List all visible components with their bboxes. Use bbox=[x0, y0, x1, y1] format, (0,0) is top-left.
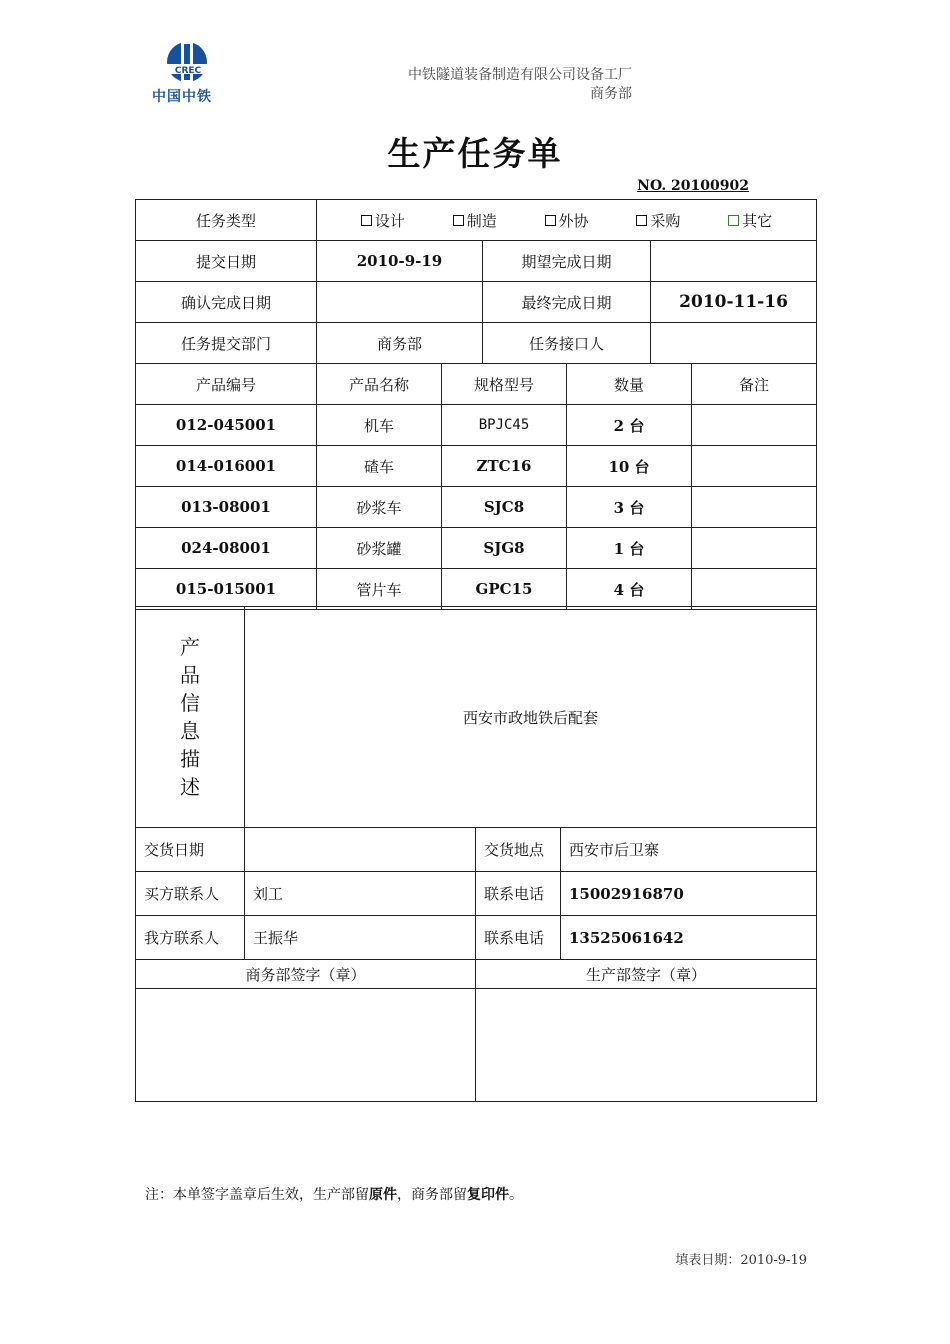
production-signature-box[interactable] bbox=[476, 989, 817, 1102]
note-original-copy: 原件 bbox=[369, 1187, 397, 1203]
product-remark[interactable] bbox=[692, 405, 817, 446]
checkbox-icon[interactable] bbox=[361, 215, 372, 226]
delivery-row bbox=[136, 828, 817, 872]
task-type-outsource[interactable]: 外协 bbox=[545, 210, 589, 231]
checkbox-icon[interactable] bbox=[728, 215, 739, 226]
product-no[interactable]: 014-016001 bbox=[136, 446, 317, 487]
description-text[interactable]: 西安市政地铁后配套 bbox=[245, 607, 817, 828]
task-type-design[interactable]: 设计 bbox=[361, 210, 405, 231]
note-photocopy: 复印件 bbox=[467, 1187, 509, 1203]
checkbox-icon[interactable] bbox=[453, 215, 464, 226]
department-name: 商务部 bbox=[590, 86, 632, 102]
description-row bbox=[136, 607, 817, 828]
business-signature-label: 商务部签字（章） bbox=[136, 960, 476, 989]
our-contact-label: 我方联系人 bbox=[136, 916, 245, 960]
table-row bbox=[136, 569, 817, 610]
table-row bbox=[136, 446, 817, 487]
confirm-date-value[interactable] bbox=[317, 282, 483, 323]
our-contact-value[interactable]: 王振华 bbox=[245, 916, 476, 960]
task-type-label: 任务类型 bbox=[136, 200, 317, 241]
delivery-date-value[interactable] bbox=[245, 828, 476, 872]
buyer-contact-value[interactable]: 刘工 bbox=[245, 872, 476, 916]
task-type-purchase[interactable]: 采购 bbox=[636, 210, 680, 231]
buyer-contact-row bbox=[136, 872, 817, 916]
our-phone-label: 联系电话 bbox=[476, 916, 561, 960]
product-name[interactable]: 砂浆车 bbox=[317, 487, 442, 528]
col-header-spec: 规格型号 bbox=[442, 364, 567, 405]
checkbox-icon[interactable] bbox=[636, 215, 647, 226]
delivery-place-value[interactable]: 西安市后卫寨 bbox=[561, 828, 817, 872]
product-quantity[interactable]: 4 台 bbox=[567, 569, 692, 610]
task-type-options bbox=[317, 200, 817, 241]
checkbox-icon[interactable] bbox=[545, 215, 556, 226]
signature-box-row bbox=[136, 989, 817, 1102]
submit-date-value[interactable]: 2010-9-19 bbox=[317, 241, 483, 282]
task-type-row bbox=[136, 200, 817, 241]
our-phone-value[interactable]: 13525061642 bbox=[561, 916, 817, 960]
product-no[interactable]: 024-08001 bbox=[136, 528, 317, 569]
description-label-text: 产品信息描述 bbox=[180, 635, 200, 799]
product-name[interactable]: 管片车 bbox=[317, 569, 442, 610]
delivery-date-label: 交货日期 bbox=[136, 828, 245, 872]
confirm-date-label: 确认完成日期 bbox=[136, 282, 317, 323]
delivery-place-label: 交货地点 bbox=[476, 828, 561, 872]
table-row bbox=[136, 528, 817, 569]
product-remark[interactable] bbox=[692, 569, 817, 610]
product-name[interactable]: 碴车 bbox=[317, 446, 442, 487]
product-remark[interactable] bbox=[692, 446, 817, 487]
final-date-label: 最终完成日期 bbox=[483, 282, 651, 323]
buyer-phone-value[interactable]: 15002916870 bbox=[561, 872, 817, 916]
task-type-other[interactable]: 其它 bbox=[728, 210, 772, 231]
col-header-product-name: 产品名称 bbox=[317, 364, 442, 405]
interface-person-label: 任务接口人 bbox=[483, 323, 651, 364]
logo-emblem-text: CREC bbox=[174, 66, 202, 76]
submit-dept-value[interactable]: 商务部 bbox=[317, 323, 483, 364]
submit-dept-label: 任务提交部门 bbox=[136, 323, 317, 364]
expected-date-label: 期望完成日期 bbox=[483, 241, 651, 282]
product-no[interactable]: 012-045001 bbox=[136, 405, 317, 446]
production-signature-label: 生产部签字（章） bbox=[476, 960, 817, 989]
submit-date-label: 提交日期 bbox=[136, 241, 317, 282]
col-header-product-no: 产品编号 bbox=[136, 364, 317, 405]
our-contact-row bbox=[136, 916, 817, 960]
confirm-date-row bbox=[136, 282, 817, 323]
signature-header-row bbox=[136, 960, 817, 989]
product-remark[interactable] bbox=[692, 528, 817, 569]
footer-note: 注：本单签字盖章后生效，生产部留原件，商务部留复印件。 bbox=[145, 1187, 523, 1203]
buyer-contact-label: 买方联系人 bbox=[136, 872, 245, 916]
submit-date-row bbox=[136, 241, 817, 282]
product-quantity[interactable]: 3 台 bbox=[567, 487, 692, 528]
page-title: 生产任务单 bbox=[387, 134, 563, 173]
col-header-remark: 备注 bbox=[692, 364, 817, 405]
task-info-table bbox=[135, 199, 817, 610]
product-spec[interactable]: GPC15 bbox=[442, 569, 567, 610]
product-header-row bbox=[136, 364, 817, 405]
product-spec[interactable]: ZTC16 bbox=[442, 446, 567, 487]
product-no[interactable]: 015-015001 bbox=[136, 569, 317, 610]
company-name: 中铁隧道装备制造有限公司设备工厂 bbox=[408, 67, 632, 83]
product-spec[interactable]: SJG8 bbox=[442, 528, 567, 569]
product-quantity[interactable]: 2 台 bbox=[567, 405, 692, 446]
department-row bbox=[136, 323, 817, 364]
product-quantity[interactable]: 10 台 bbox=[567, 446, 692, 487]
product-name[interactable]: 机车 bbox=[317, 405, 442, 446]
product-name[interactable]: 砂浆罐 bbox=[317, 528, 442, 569]
task-type-manufacture[interactable]: 制造 bbox=[453, 210, 497, 231]
description-label bbox=[136, 607, 245, 828]
business-signature-box[interactable] bbox=[136, 989, 476, 1102]
table-row bbox=[136, 487, 817, 528]
col-header-quantity: 数量 bbox=[567, 364, 692, 405]
document-number: NO. 20100902 bbox=[637, 178, 749, 194]
fill-date: 填表日期：2010-9-19 bbox=[675, 1253, 807, 1268]
final-date-value[interactable]: 2010-11-16 bbox=[651, 282, 817, 323]
interface-person-value[interactable] bbox=[651, 323, 817, 364]
logo-text: 中国中铁 bbox=[152, 89, 212, 105]
buyer-phone-label: 联系电话 bbox=[476, 872, 561, 916]
product-spec[interactable]: SJC8 bbox=[442, 487, 567, 528]
expected-date-value[interactable] bbox=[651, 241, 817, 282]
company-header bbox=[408, 66, 632, 104]
product-spec[interactable]: BPJC45 bbox=[442, 405, 567, 446]
product-quantity[interactable]: 1 台 bbox=[567, 528, 692, 569]
product-remark[interactable] bbox=[692, 487, 817, 528]
table-row bbox=[136, 405, 817, 446]
delivery-info-table bbox=[135, 606, 817, 1102]
product-no[interactable]: 013-08001 bbox=[136, 487, 317, 528]
